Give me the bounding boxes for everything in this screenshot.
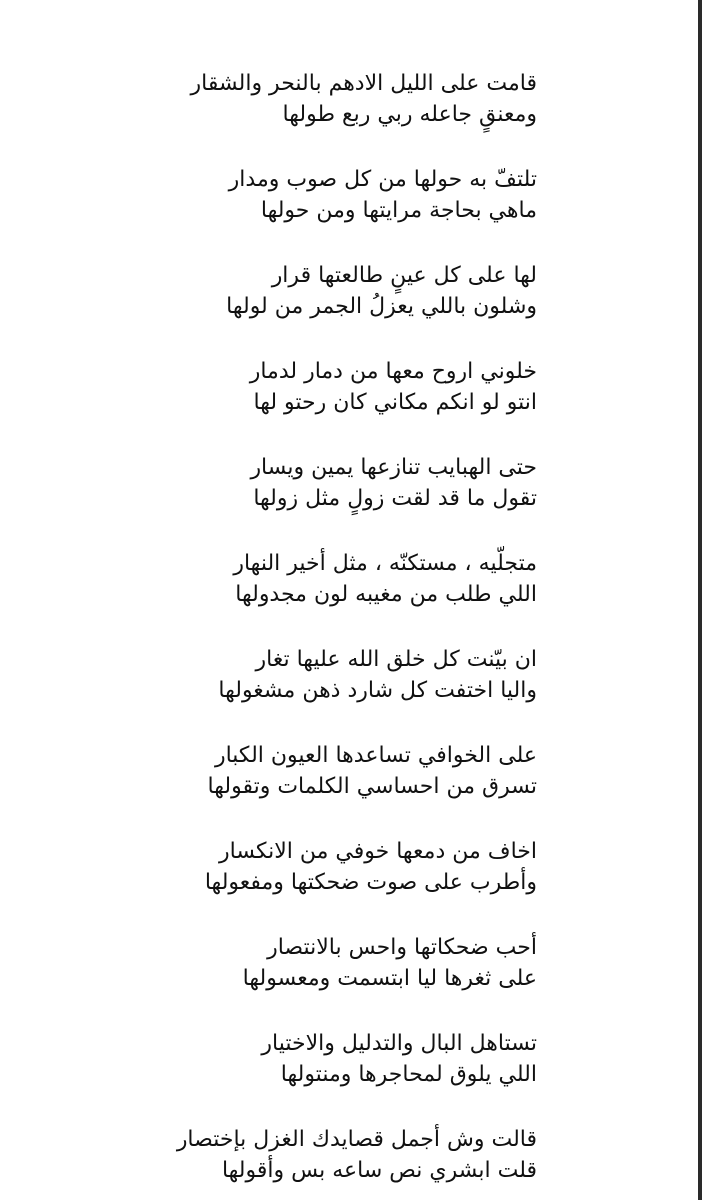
stanza-3: [0, 260, 702, 322]
right-edge-divider: [698, 0, 702, 1200]
stanza-10: [0, 932, 702, 994]
verse-line: تسرق من احساسي الكلمات وتقولها: [207, 774, 537, 799]
poem-body: [0, 68, 702, 1200]
stanza-12: [0, 1124, 702, 1186]
stanza-4: [0, 356, 702, 418]
verse-line: تلتفّ به حولها من كل صوب ومدار: [228, 167, 537, 192]
verse-line: خلوني اروح معها من دمار لدمار: [249, 359, 537, 384]
stanza-11: [0, 1028, 702, 1090]
stanza-6: [0, 548, 702, 610]
verse-line: قامت على الليل الادهم بالنحر والشقار: [190, 71, 537, 96]
stanza-8: [0, 740, 702, 802]
verse-line: حتى الهبايب تنازعها يمين ويسار: [250, 455, 537, 480]
stanza-7: [0, 644, 702, 706]
verse-line: على الخوافي تساعدها العيون الكبار: [214, 743, 537, 768]
verse-line: قالت وش أجمل قصايدك الغزل بإختصار: [176, 1127, 537, 1152]
verse-line: تقول ما قد لقت زولٍ مثل زولها: [253, 486, 537, 511]
verse-line: ان بيّنت كل خلق الله عليها تغار: [255, 647, 537, 672]
verse-line: ماهي بحاجة مرايتها ومن حولها: [260, 198, 537, 223]
verse-line: اللي طلب من مغيبه لون مجدولها: [235, 582, 537, 607]
verse-line: لها على كل عينٍ طالعتها قرار: [271, 263, 537, 288]
stanza-9: [0, 836, 702, 898]
verse-line: واليا اختفت كل شارد ذهن مشغولها: [218, 678, 537, 703]
verse-line: وأطرب على صوت ضحكتها ومفعولها: [204, 870, 537, 895]
verse-line: ومعنقٍ جاعله ربي ربع طولها: [282, 102, 537, 127]
verse-line: اللي يلوق لمحاجرها ومنتولها: [280, 1062, 537, 1087]
verse-line: متجلّيه ، مستكنّه ، مثل أخير النهار: [233, 551, 537, 576]
stanza-1: [0, 68, 702, 130]
verse-line: على ثغرها ليا ابتسمت ومعسولها: [242, 966, 537, 991]
verse-line: وشلون باللي يعزلُ الجمر من لولها: [226, 294, 537, 319]
verse-line: اخاف من دمعها خوفي من الانكسار: [219, 839, 537, 864]
stanza-5: [0, 452, 702, 514]
verse-line: قلت ابشري نص ساعه بس وأقولها: [221, 1158, 537, 1183]
verse-line: انتو لو انكم مكاني كان رحتو لها: [253, 390, 537, 415]
verse-line: تستاهل البال والتدليل والاختيار: [261, 1031, 537, 1056]
stanza-2: [0, 164, 702, 226]
verse-line: أحب ضحكاتها واحس بالانتصار: [267, 935, 537, 960]
